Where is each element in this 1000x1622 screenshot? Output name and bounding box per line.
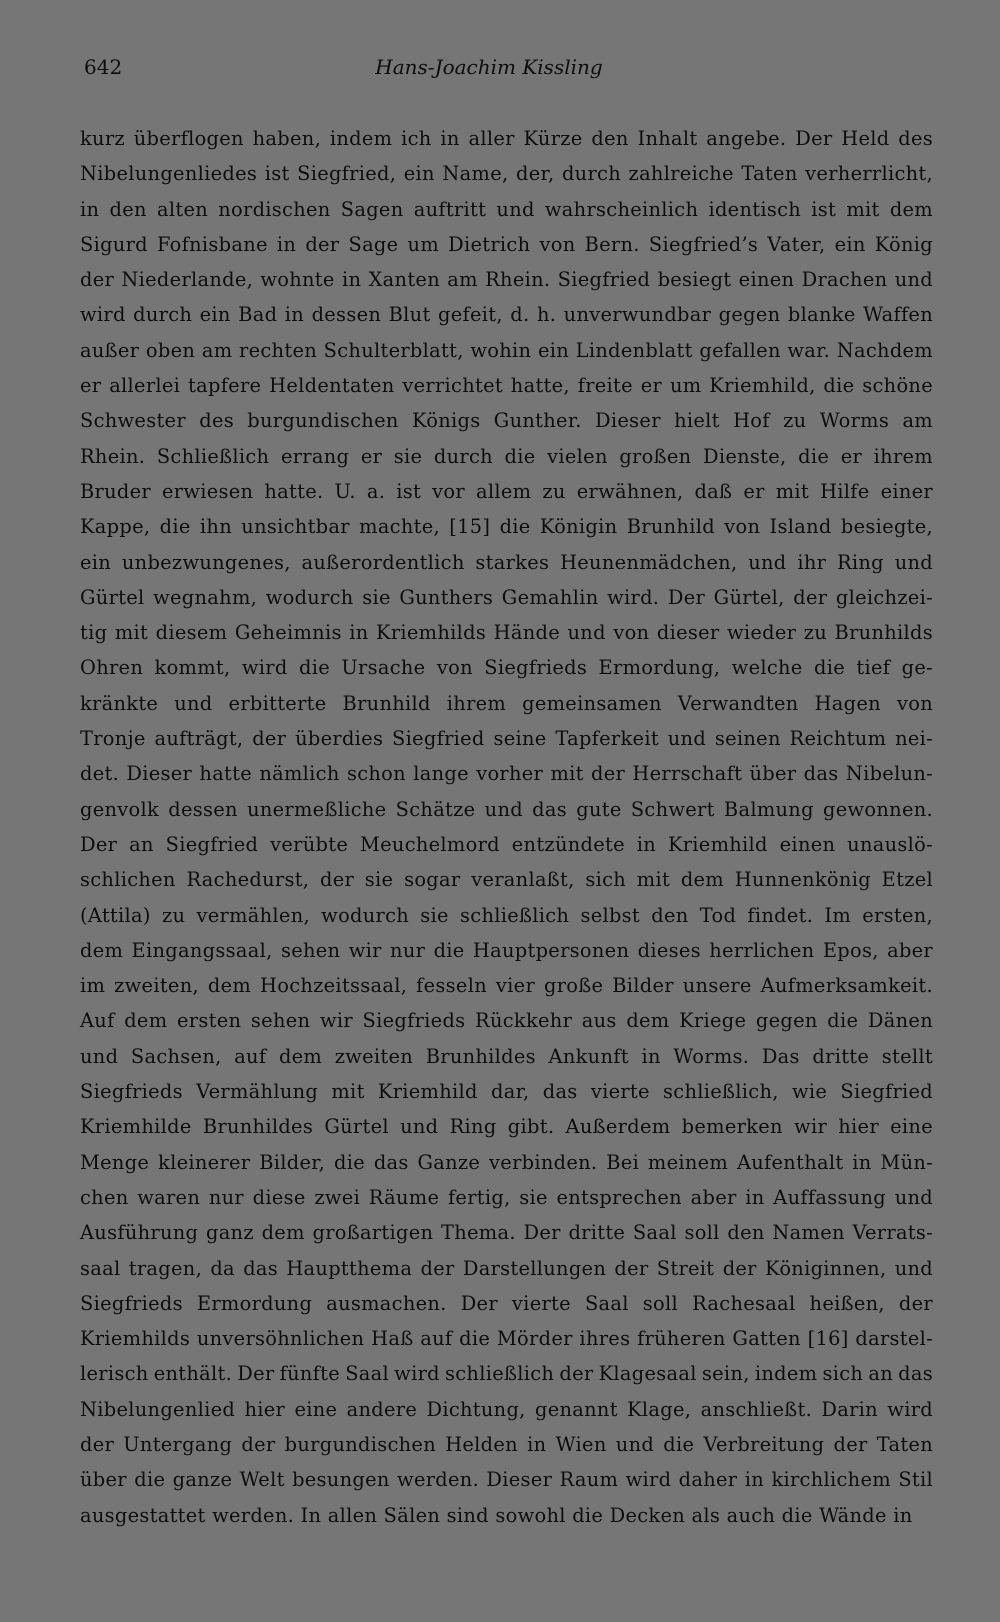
text-line: Ausführung ganz dem großartigen Thema. Der dritte Saal soll den Namen Verrats- xyxy=(80,1221,933,1245)
text-line: und Sachsen, auf dem zweiten Brunhildes Ankunft in Worms. Das dritte stellt xyxy=(80,1044,933,1068)
text-line: ein unbezwungenes, außerordentlich starkes Heunenmädchen, und ihr Ring und xyxy=(80,550,933,574)
text-line: chen waren nur diese zwei Räume fertig, sie entsprechen aber in Auffassung und xyxy=(80,1185,933,1209)
text-line: Nibelungenlied hier eine andere Dichtung, genannt Klage, anschließt. Darin wird xyxy=(80,1397,933,1421)
text-line: Gürtel wegnahm, wodurch sie Gunthers Gemahlin wird. Der Gürtel, der gleichzei- xyxy=(80,585,933,609)
text-line: Kappe, die ihn unsichtbar machte, [15] die Königin Brunhild von Island besiegte, xyxy=(80,515,933,539)
text-line: kränkte und erbitterte Brunhild ihrem gemeinsamen Verwandten Hagen von xyxy=(80,691,933,715)
page-number: 642 xyxy=(84,55,123,79)
text-line: Kriemhilds unversöhnlichen Haß auf die Mörder ihres früheren Gatten [16] darstel- xyxy=(80,1327,933,1351)
text-line: über die ganze Welt besungen werden. Dieser Raum wird daher in kirchlichem Stil xyxy=(80,1468,933,1492)
text-line: Ohren kommt, wird die Ursache von Siegfrieds Ermordung, welche die tief ge- xyxy=(80,656,933,680)
text-line: saal tragen, da das Hauptthema der Darstellungen der Streit der Königinnen, und xyxy=(80,1256,933,1280)
text-line: in den alten nordischen Sagen auftritt und wahrscheinlich identisch ist mit dem xyxy=(80,197,933,221)
page-header xyxy=(84,55,894,85)
text-line: genvolk dessen unermeßliche Schätze und das gute Schwert Balmung gewonnen. xyxy=(80,797,933,821)
text-line: Nibelungenliedes ist Siegfried, ein Name, der, durch zahlreiche Taten verherrlicht, xyxy=(80,162,933,186)
text-line: Auf dem ersten sehen wir Siegfrieds Rückkehr aus dem Kriege gegen die Dänen xyxy=(80,1009,933,1033)
text-line: dem Eingangssaal, sehen wir nur die Hauptpersonen dieses herrlichen Epos, aber xyxy=(80,938,933,962)
text-line: lerisch enthält. Der fünfte Saal wird schließlich der Klagesaal sein, indem sich an das xyxy=(80,1362,933,1386)
text-line: Bruder erwiesen hatte. U. a. ist vor allem zu erwähnen, daß er mit Hilfe einer xyxy=(80,479,933,503)
text-line: er allerlei tapfere Heldentaten verrichtet hatte, freite er um Kriemhild, die schöne xyxy=(80,374,933,398)
text-line: Siegfrieds Ermordung ausmachen. Der vierte Saal soll Rachesaal heißen, der xyxy=(80,1291,933,1315)
text-line: Sigurd Fofnisbane in der Sage um Dietrich von Bern. Siegfried’s Vater, ein König xyxy=(80,232,933,256)
text-line: tig mit diesem Geheimnis in Kriemhilds Hände und von dieser wieder zu Brunhilds xyxy=(80,621,933,645)
text-line: Rhein. Schließlich errang er sie durch die vielen großen Dienste, die er ihrem xyxy=(80,444,933,468)
text-line: wird durch ein Bad in dessen Blut gefeit, d. h. unverwundbar gegen blanke Waffen xyxy=(80,303,933,327)
text-line: im zweiten, dem Hochzeitssaal, fesseln vier große Bilder unsere Aufmerksamkeit. xyxy=(80,974,933,998)
text-line: Der an Siegfried verübte Meuchelmord entzündete in Kriemhild einen unauslö- xyxy=(80,832,933,856)
text-line: Menge kleinerer Bilder, die das Ganze verbinden. Bei meinem Aufenthalt in Mün- xyxy=(80,1150,933,1174)
text-line: der Untergang der burgundischen Helden in Wien und die Verbreitung der Taten xyxy=(80,1432,933,1456)
text-line: Kriemhilde Brunhildes Gürtel und Ring gibt. Außerdem bemerken wir hier eine xyxy=(80,1115,933,1139)
text-line: schlichen Rachedurst, der sie sogar veranlaßt, sich mit dem Hunnenkönig Etzel xyxy=(80,868,933,892)
text-line: Siegfrieds Vermählung mit Kriemhild dar, das vierte schließlich, wie Siegfried xyxy=(80,1080,933,1104)
text-line: det. Dieser hatte nämlich schon lange vorher mit der Herrschaft über das Nibelun- xyxy=(80,762,933,786)
text-line: der Niederlande, wohnte in Xanten am Rhein. Siegfried besiegt einen Drachen und xyxy=(80,268,933,292)
text-line: (Attila) zu vermählen, wodurch sie schließlich selbst den Tod findet. Im ersten, xyxy=(80,903,933,927)
text-line: Tronje aufträgt, der überdies Siegfried seine Tapferkeit und seinen Reichtum nei- xyxy=(80,727,933,751)
text-line: Schwester des burgundischen Königs Gunther. Dieser hielt Hof zu Worms am xyxy=(80,409,933,433)
running-head: Hans-Joachim Kissling xyxy=(375,55,603,79)
text-line: kurz überflogen haben, indem ich in aller Kürze den Inhalt angebe. Der Held des xyxy=(80,127,933,150)
text-line: ausgestattet werden. In allen Sälen sind sowohl die Decken als auch die Wände in xyxy=(80,1503,913,1527)
text-line: außer oben am rechten Schulterblatt, wohin ein Lindenblatt gefallen war. Nachdem xyxy=(80,338,933,362)
body-text xyxy=(80,121,968,1533)
